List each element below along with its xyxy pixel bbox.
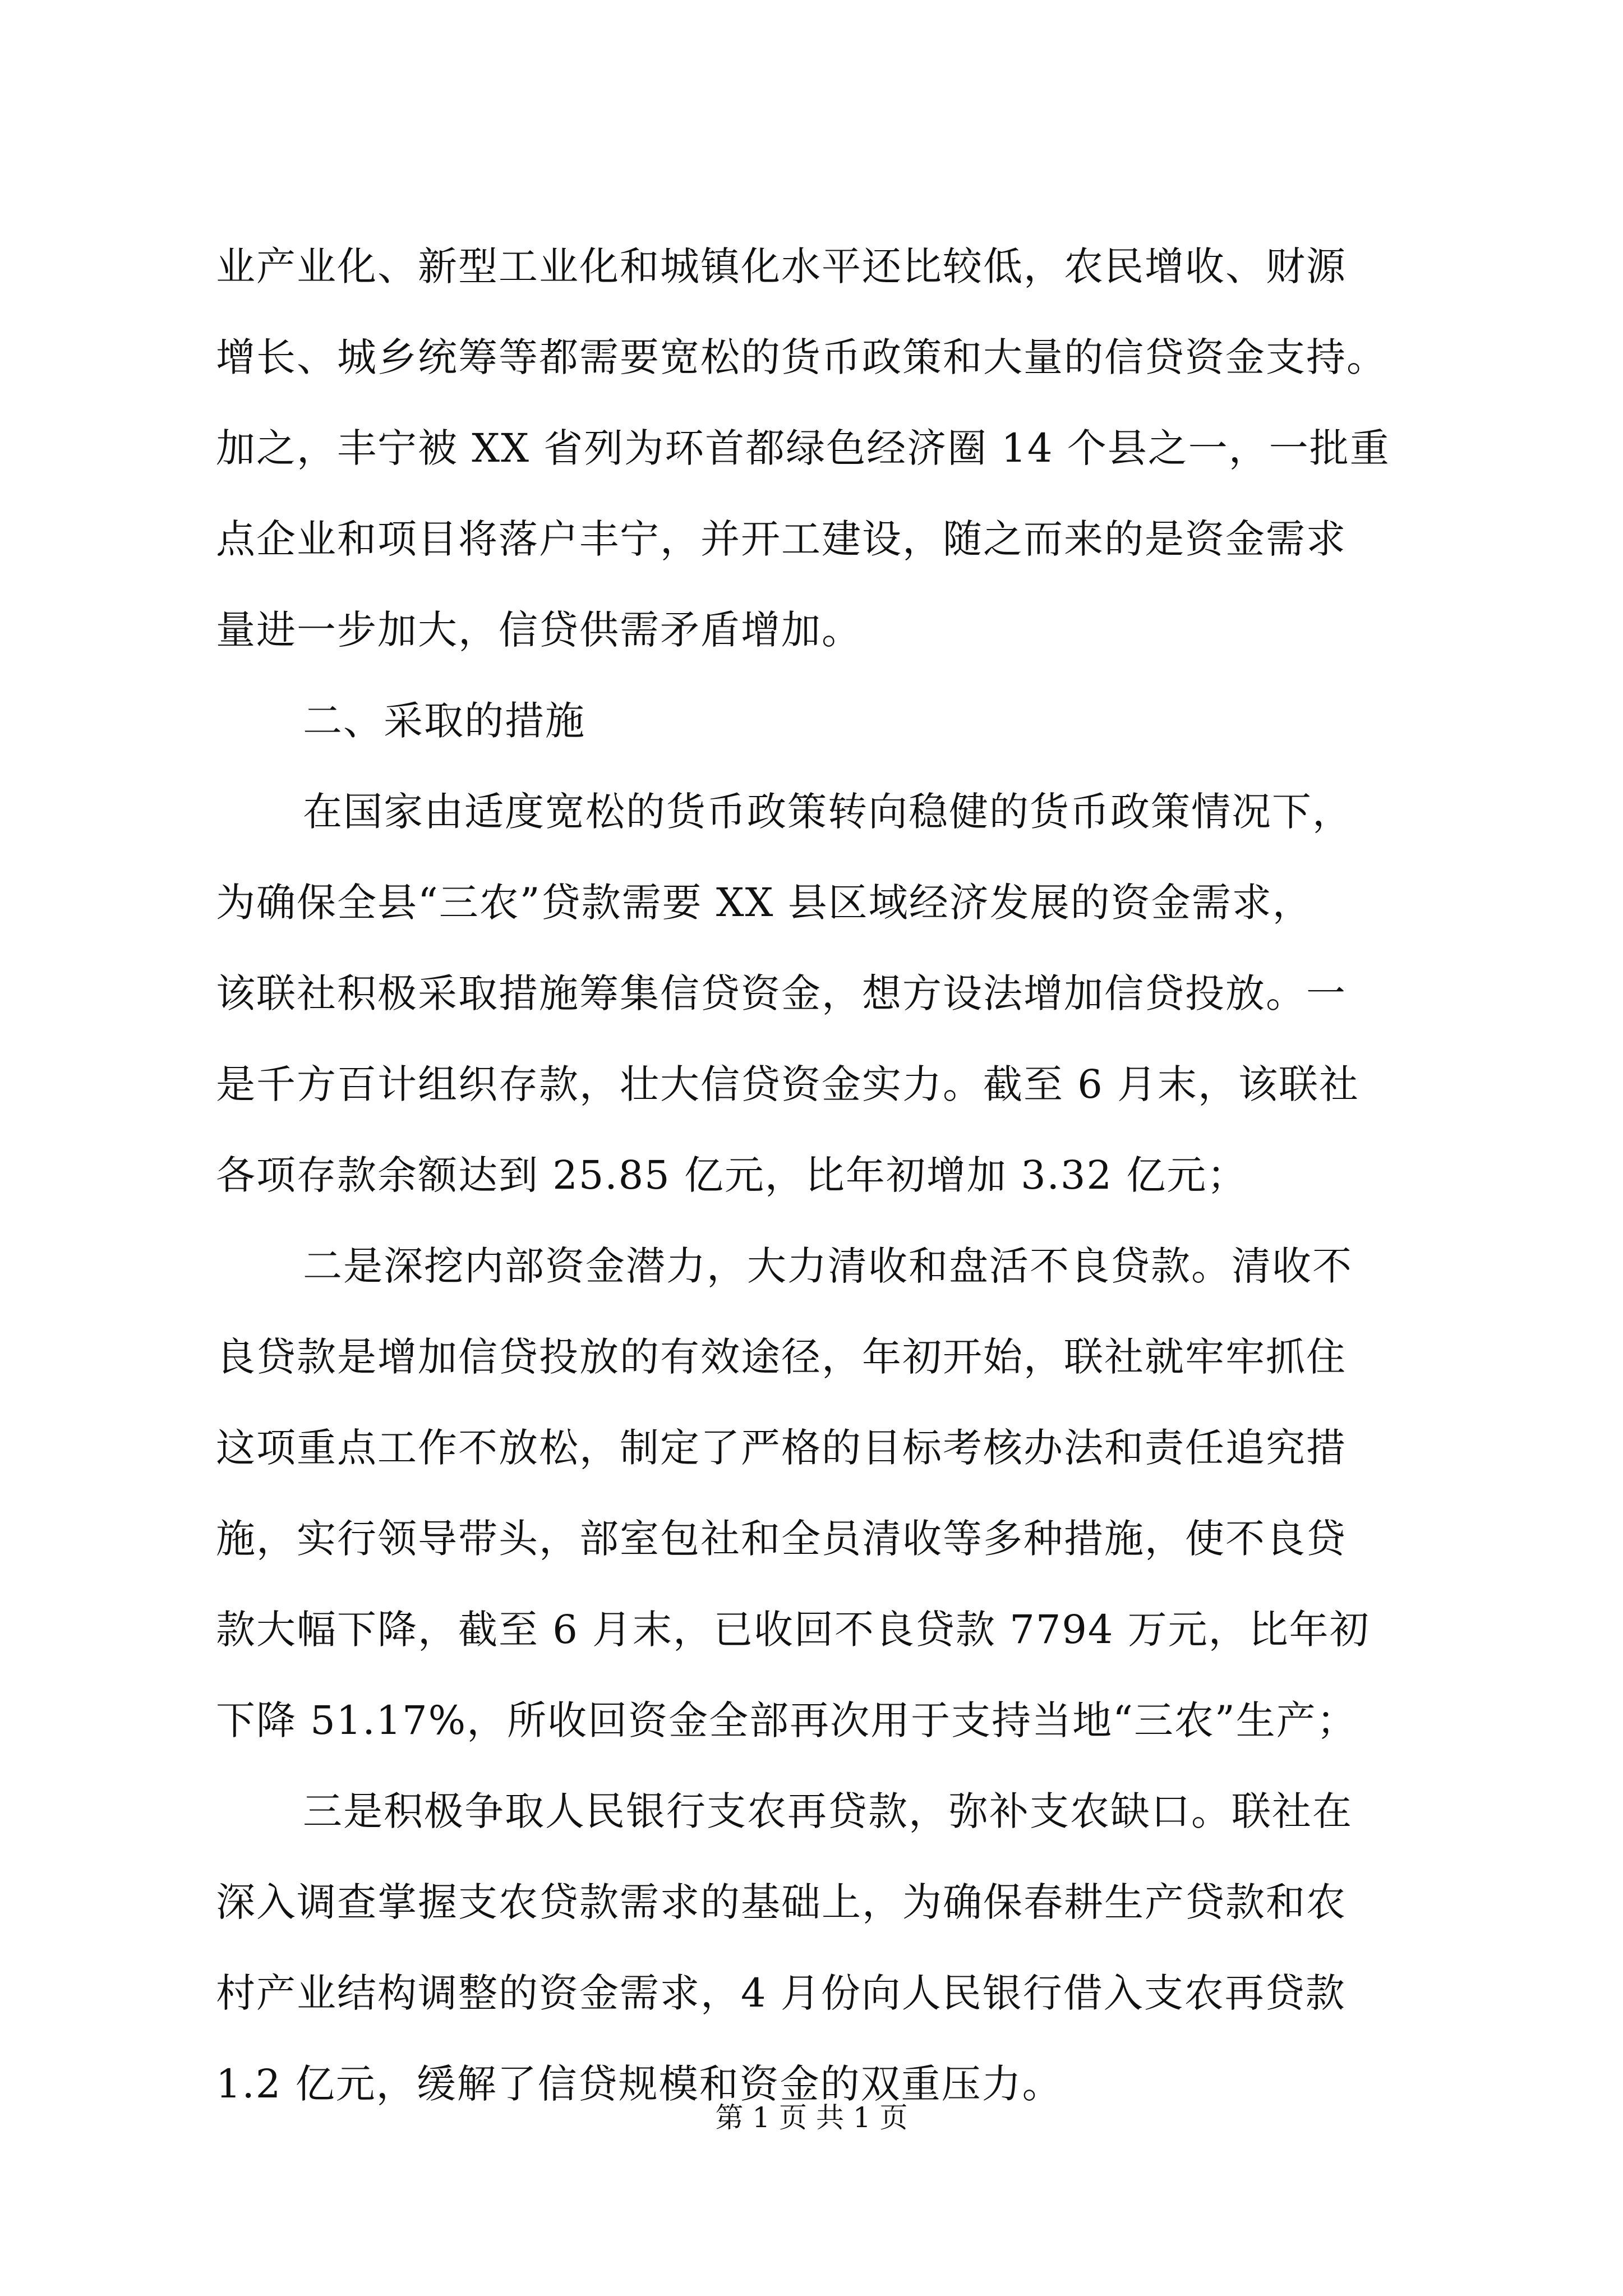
paragraph-4-line-4: 1.2 亿元，缓解了信贷规模和资金的双重压力。 [216,2061,1063,2107]
paragraph-4-line-1: 三是积极争取人民银行支农再贷款，弥补支农缺口。联社在 [303,1788,1353,1834]
paragraph-2-line-1: 在国家由适度宽松的货币政策转向稳健的货币政策情况下， [303,789,1353,835]
paragraph-4-line-3: 村产业结构调整的资金需求，4 月份向人民银行借入支农再贷款 [216,1970,1346,2016]
paragraph-4-line-2: 深入调查掌握支农贷款需求的基础上，为确保春耕生产贷款和农 [216,1879,1347,1925]
paragraph-2-line-4: 是千方百计组织存款，壮大信贷资金实力。截至 6 月末，该联社 [216,1061,1360,1107]
section-heading: 二、采取的措施 [303,698,585,744]
paragraph-1-line-4: 点企业和项目将落户丰宁，并开工建设，随之而来的是资金需求 [216,516,1347,562]
paragraph-2-line-3: 该联社积极采取措施筹集信贷资金，想方设法增加信贷投放。一 [216,970,1347,1016]
page-footer: 第 1 页 共 1 页 [715,2101,908,2134]
paragraph-2-line-5: 各项存款余额达到 25.85 亿元，比年初增加 3.32 亿元； [216,1152,1248,1198]
paragraph-3-line-4: 施，实行领导带头，部室包社和全员清收等多种措施，使不良贷 [216,1516,1347,1562]
paragraph-3-line-2: 良贷款是增加信贷投放的有效途径，年初开始，联社就牢牢抓住 [216,1334,1347,1380]
paragraph-1-line-3: 加之，丰宁被 XX 省列为环首都绿色经济圈 14 个县之一，一批重 [216,425,1390,471]
paragraph-1-line-1: 业产业化、新型工业化和城镇化水平还比较低，农民增收、财源 [216,243,1347,289]
paragraph-3-line-3: 这项重点工作不放松，制定了严格的目标考核办法和责任追究措 [216,1425,1347,1471]
paragraph-1-line-5: 量进一步加大，信贷供需矛盾增加。 [216,607,862,653]
paragraph-3-line-6: 下降 51.17%，所收回资金全部再次用于支持当地“三农”生产； [216,1697,1357,1743]
paragraph-2-line-2: 为确保全县“三农”贷款需要 XX 县区域经济发展的资金需求， [216,880,1313,926]
paragraph-3-line-1: 二是深挖内部资金潜力，大力清收和盘活不良贷款。清收不 [303,1243,1353,1289]
paragraph-3-line-5: 款大幅下降，截至 6 月末，已收回不良贷款 7794 万元，比年初 [216,1607,1370,1653]
paragraph-1-line-2: 增长、城乡统筹等都需要宽松的货币政策和大量的信贷资金支持。 [216,334,1387,380]
